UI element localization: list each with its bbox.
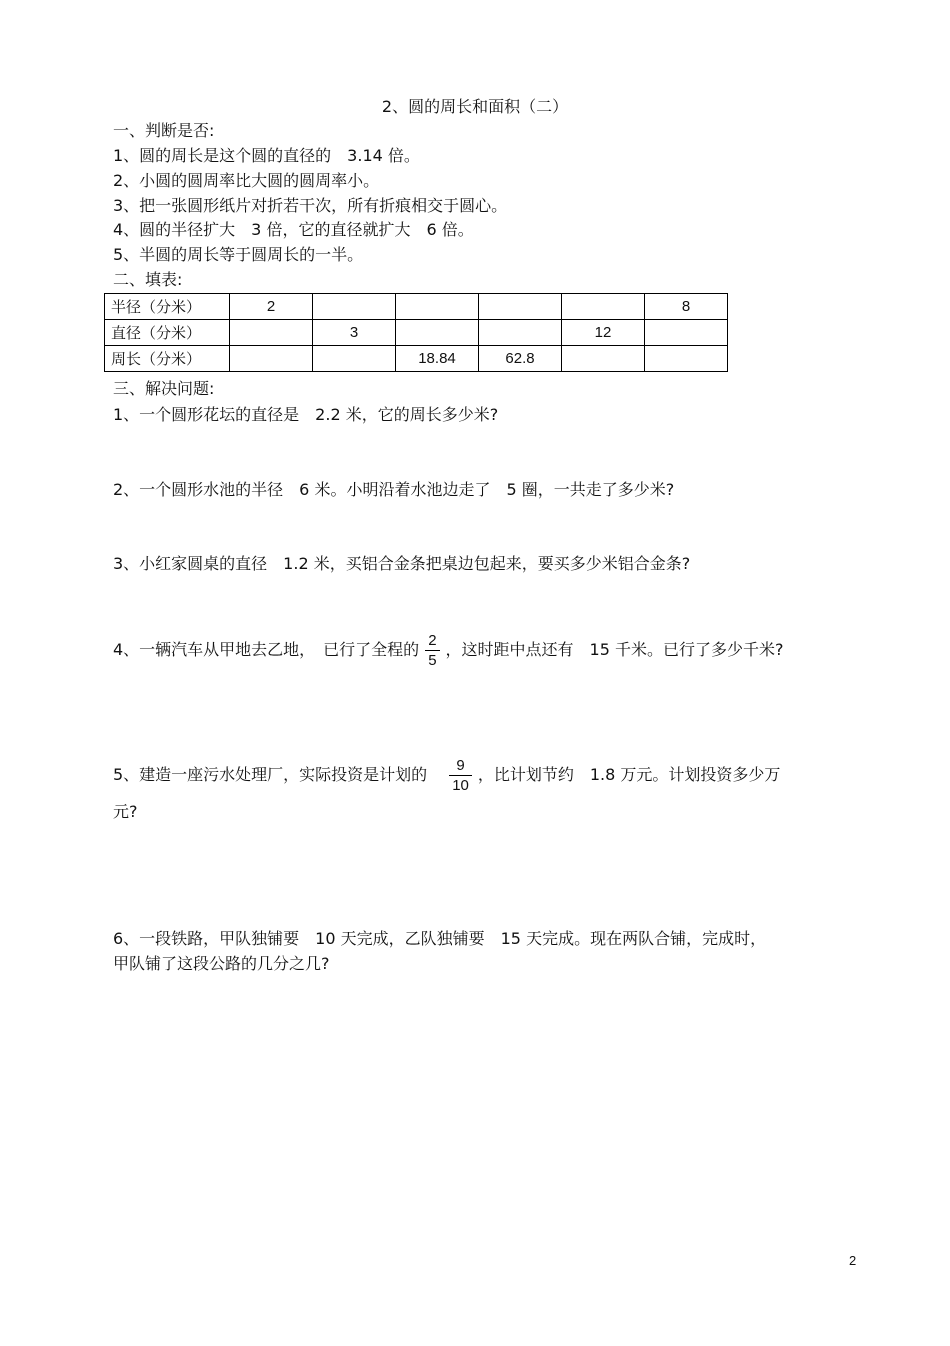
question-4-text-after: ，这时距中点还有 15 千米。已行了多少千米? [445, 640, 784, 659]
row-header: 周长（分米） [105, 346, 230, 372]
question-6-line-2: 甲队铺了这段公路的几分之几? [113, 954, 330, 973]
judgement-item-4: 4、圆的半径扩大 3 倍，它的直径就扩大 6 倍。 [113, 220, 474, 239]
fraction-numerator: 9 [449, 756, 472, 776]
fraction-denominator: 5 [428, 652, 437, 669]
table-cell [230, 320, 313, 346]
question-5-text-before: 5、建造一座污水处理厂，实际投资是计划的 [113, 765, 444, 784]
table-cell: 2 [230, 294, 313, 320]
table-cell [645, 320, 728, 346]
table-cell [396, 294, 479, 320]
table-cell [479, 294, 562, 320]
table-cell: 12 [562, 320, 645, 346]
row-header: 直径（分米） [105, 320, 230, 346]
table-cell [645, 346, 728, 372]
table-row [105, 294, 728, 320]
question-5-line-2: 元? [113, 802, 138, 821]
question-2: 2、一个圆形水池的半径 6 米。小明沿着水池边走了 5 圈，一共走了多少米? [113, 480, 675, 499]
question-4-text-before: 4、一辆汽车从甲地去乙地， 已行了全程的 [113, 640, 420, 659]
page-number: 2 [849, 1253, 857, 1268]
question-5-text-after: ，比计划节约 1.8 万元。计划投资多少万 [477, 765, 781, 784]
judgement-item-5: 5、半圆的周长等于圆周长的一半。 [113, 245, 364, 264]
table-cell: 8 [645, 294, 728, 320]
question-1: 1、一个圆形花坛的直径是 2.2 米，它的周长多少米? [113, 405, 499, 424]
table-cell [562, 294, 645, 320]
question-4-fraction [425, 631, 439, 670]
section1-heading: 一、判断是否: [113, 121, 215, 140]
section3-heading: 三、解决问题: [113, 379, 215, 398]
table-cell [313, 294, 396, 320]
question-5-fraction [449, 756, 472, 795]
fraction-numerator: 2 [425, 631, 439, 651]
table-cell: 18.84 [396, 346, 479, 372]
question-5 [113, 756, 780, 795]
fill-in-table [104, 293, 728, 372]
table-row [105, 346, 728, 372]
question-4 [113, 631, 783, 670]
judgement-item-1: 1、圆的周长是这个圆的直径的 3.14 倍。 [113, 146, 420, 165]
table-cell [562, 346, 645, 372]
table-cell [396, 320, 479, 346]
question-6-line-1: 6、一段铁路，甲队独铺要 10 天完成，乙队独铺要 15 天完成。现在两队合铺，完成时， [113, 929, 767, 948]
table-cell [479, 320, 562, 346]
question-3: 3、小红家圆桌的直径 1.2 米，买铝合金条把桌边包起来，要买多少米铝合金条? [113, 554, 691, 573]
judgement-item-2: 2、小圆的圆周率比大圆的圆周率小。 [113, 171, 380, 190]
row-header: 半径（分米） [105, 294, 230, 320]
table-cell [230, 346, 313, 372]
page-title: 2、圆的周长和面积（二） [381, 97, 569, 116]
table-cell: 62.8 [479, 346, 562, 372]
table-cell [313, 346, 396, 372]
table-cell: 3 [313, 320, 396, 346]
judgement-item-3: 3、把一张圆形纸片对折若干次，所有折痕相交于圆心。 [113, 196, 508, 215]
fraction-denominator: 10 [452, 777, 469, 794]
section2-heading: 二、填表: [113, 270, 183, 289]
table-row [105, 320, 728, 346]
